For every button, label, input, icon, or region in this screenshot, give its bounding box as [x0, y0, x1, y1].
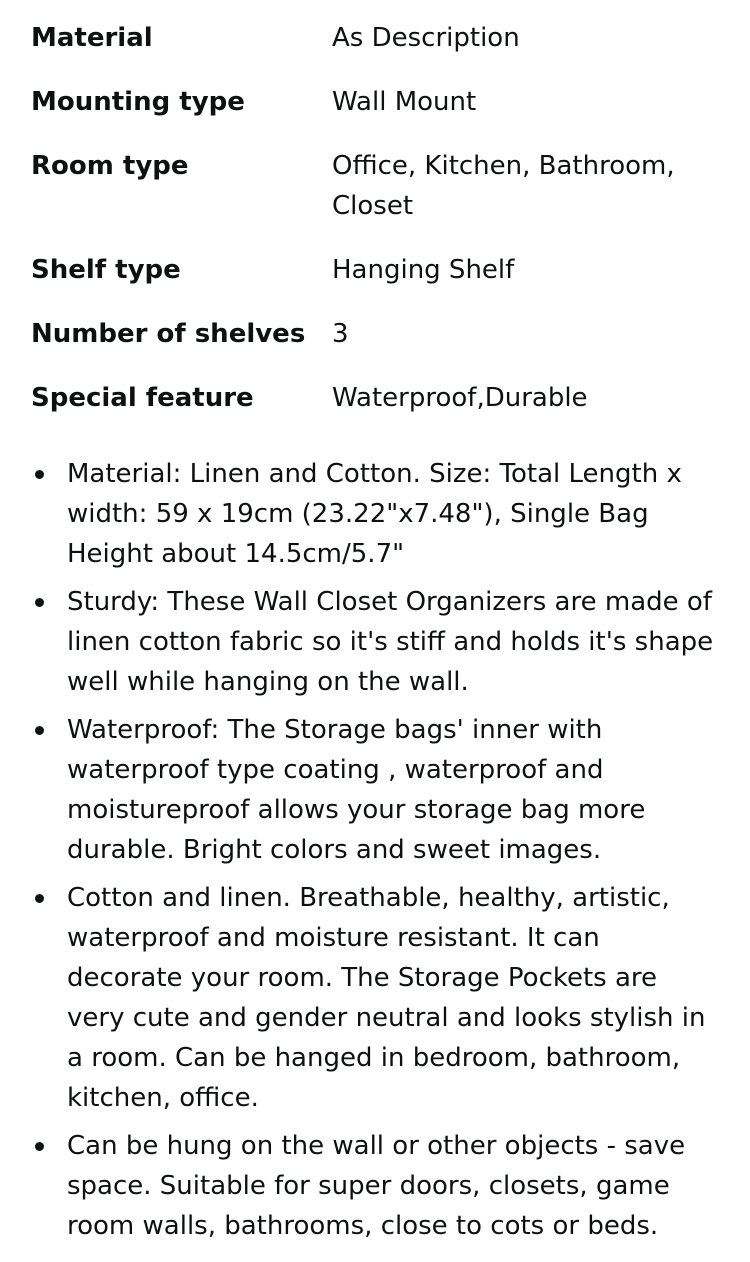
product-specs-table	[31, 18, 720, 442]
spec-label: Material	[31, 23, 153, 53]
feature-bullet-list	[31, 454, 720, 1246]
spec-value: Hanging Shelf	[332, 255, 515, 285]
bullet-dot-icon	[35, 598, 44, 607]
bullet-dot-icon	[35, 470, 44, 479]
spec-value: Office, Kitchen, Bathroom, Closet	[332, 151, 675, 221]
feature-bullet	[31, 710, 720, 870]
spec-row-mounting-type	[31, 82, 720, 146]
feature-bullet-text: Sturdy: These Wall Closet Organizers are made of linen cotton fabric so it's stiff and holds it's shape well while hanging on the wall.	[67, 587, 714, 697]
spec-row-material	[31, 18, 720, 82]
spec-label: Mounting type	[31, 87, 245, 117]
spec-label: Shelf type	[31, 255, 181, 285]
bullet-dot-icon	[35, 1142, 44, 1151]
feature-bullet-text: Material: Linen and Cotton. Size: Total Length x width: 59 x 19cm (23.22"x7.48"), Single Bag Height about 14.5cm/5.7"	[67, 459, 682, 569]
spec-value: 3	[332, 319, 349, 349]
feature-bullet-text: Waterproof: The Storage bags' inner with waterproof type coating , waterproof and moistureproof allows your storage bag more durable. Bright colors and sweet images.	[67, 715, 646, 865]
feature-bullet	[31, 454, 720, 574]
feature-bullet-text: Can be hung on the wall or other objects - save space. Suitable for super doors, closets, game room walls, bathrooms, close to cots or beds.	[67, 1131, 686, 1241]
spec-label: Special feature	[31, 383, 254, 413]
spec-row-number-of-shelves	[31, 314, 720, 378]
feature-bullet-text: Cotton and linen. Breathable, healthy, artistic, waterproof and moisture resistant. It can decorate your room. The Storage Pockets are very cute and gender neutral and looks stylish in a room. Can be hanged in bedroom, bathroom, kitchen, office.	[67, 883, 706, 1113]
feature-bullet	[31, 582, 720, 702]
spec-value: Wall Mount	[332, 87, 477, 117]
spec-row-shelf-type	[31, 250, 720, 314]
bullet-dot-icon	[35, 726, 44, 735]
product-details-page	[0, 18, 750, 1262]
spec-value: As Description	[332, 23, 520, 53]
spec-value: Waterproof,Durable	[332, 383, 588, 413]
feature-bullet	[31, 1126, 720, 1246]
feature-bullet	[31, 878, 720, 1118]
spec-row-room-type	[31, 146, 720, 250]
spec-row-special-feature	[31, 378, 720, 442]
bullet-dot-icon	[35, 894, 44, 903]
spec-label: Number of shelves	[31, 319, 306, 349]
spec-label: Room type	[31, 151, 189, 181]
